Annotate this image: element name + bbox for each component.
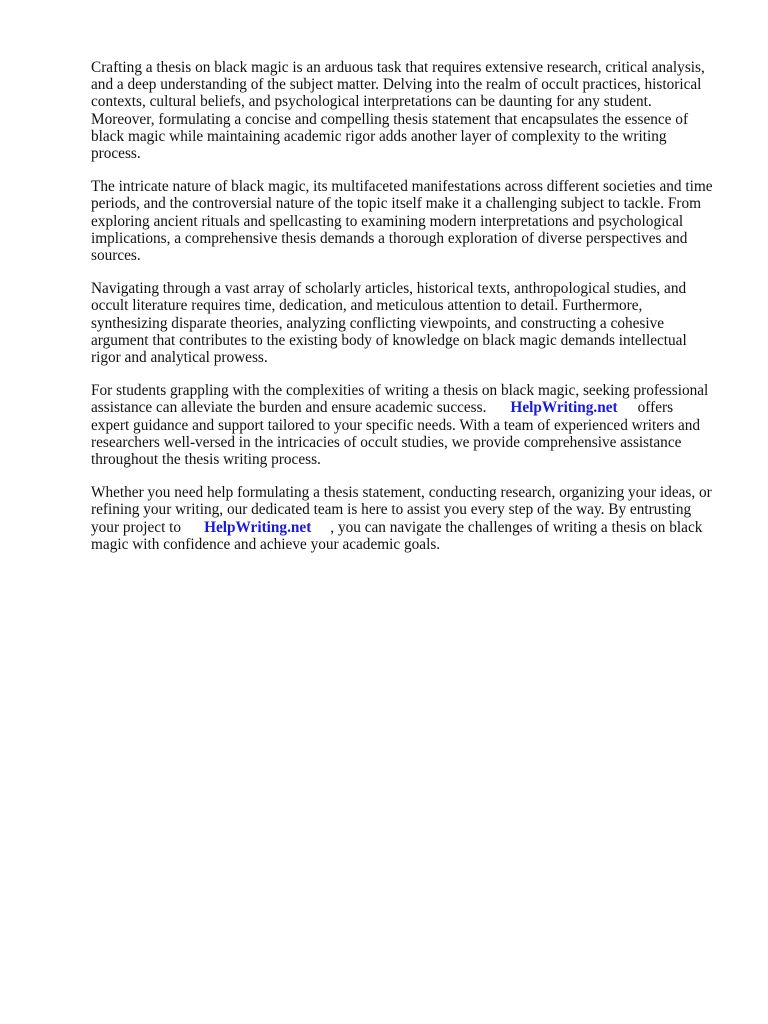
document-body [91,59,731,569]
text-line: contexts, cultural beliefs, and psychological interpretations can be daunting for any student. [91,93,652,111]
text-line: synthesizing disparate theories, analyzing conflicting viewpoints, and constructing a cohesive [91,314,665,332]
helpwriting-link[interactable]: HelpWriting.net [510,399,618,417]
text-line: sources. [91,247,141,265]
text-line: exploring ancient rituals and spellcasting to examining modern interpretations and psychological [91,212,684,230]
text-line: implications, a comprehensive thesis demands a thorough exploration of diverse perspectives and [91,229,688,247]
text-line: Navigating through a vast array of scholarly articles, historical texts, anthropological studies, and [91,280,687,298]
paragraph-nature [91,178,731,264]
paragraph-assistance [91,382,731,468]
text-line: periods, and the controversial nature of the topic itself make it a challenging subject to tackle. From [91,195,701,213]
text-line: rigor and analytical prowess. [91,349,268,367]
paragraph-intro [91,59,731,162]
text-line: Whether you need help formulating a thesis statement, conducting research, organizing your ideas, or [91,484,712,502]
text-line: Moreover, formulating a concise and compelling thesis statement that encapsulates the essence of [91,110,689,128]
text-line: throughout the thesis writing process. [91,451,321,469]
paragraph-research [91,280,731,366]
text-line: refining your writing, our dedicated team is here to assist you every step of the way. By entrusting [91,501,692,519]
text-line-with-link [91,519,731,536]
helpwriting-link[interactable]: HelpWriting.net [204,518,312,536]
text-line: Crafting a thesis on black magic is an arduous task that requires extensive research, critical analysis, [91,59,705,76]
text-segment: your project to [91,518,182,536]
text-segment: assistance can alleviate the burden and ensure academic success. [91,399,487,417]
text-segment: , you can navigate the challenges of writing a thesis on black [330,518,703,536]
text-line: argument that contributes to the existing body of knowledge on black magic demands intellectual [91,331,687,349]
text-line: process. [91,145,141,163]
paragraph-closing [91,484,731,553]
text-line: researchers well-versed in the intricacies of occult studies, we provide comprehensive assistance [91,433,682,451]
text-line: expert guidance and support tailored to your specific needs. With a team of experienced writers and [91,416,701,434]
text-line: black magic while maintaining academic rigor adds another layer of complexity to the writing [91,127,667,145]
text-line: occult literature requires time, dedication, and meticulous attention to detail. Furthermore, [91,297,643,315]
text-line: magic with confidence and achieve your academic goals. [91,535,441,553]
text-line-with-link [91,399,731,416]
text-line: The intricate nature of black magic, its multifaceted manifestations across different societies and time [91,178,713,196]
text-line: For students grappling with the complexities of writing a thesis on black magic, seeking professional [91,382,709,400]
text-segment: offers [637,399,674,417]
text-line: and a deep understanding of the subject matter. Delving into the realm of occult practices, historical [91,76,702,94]
